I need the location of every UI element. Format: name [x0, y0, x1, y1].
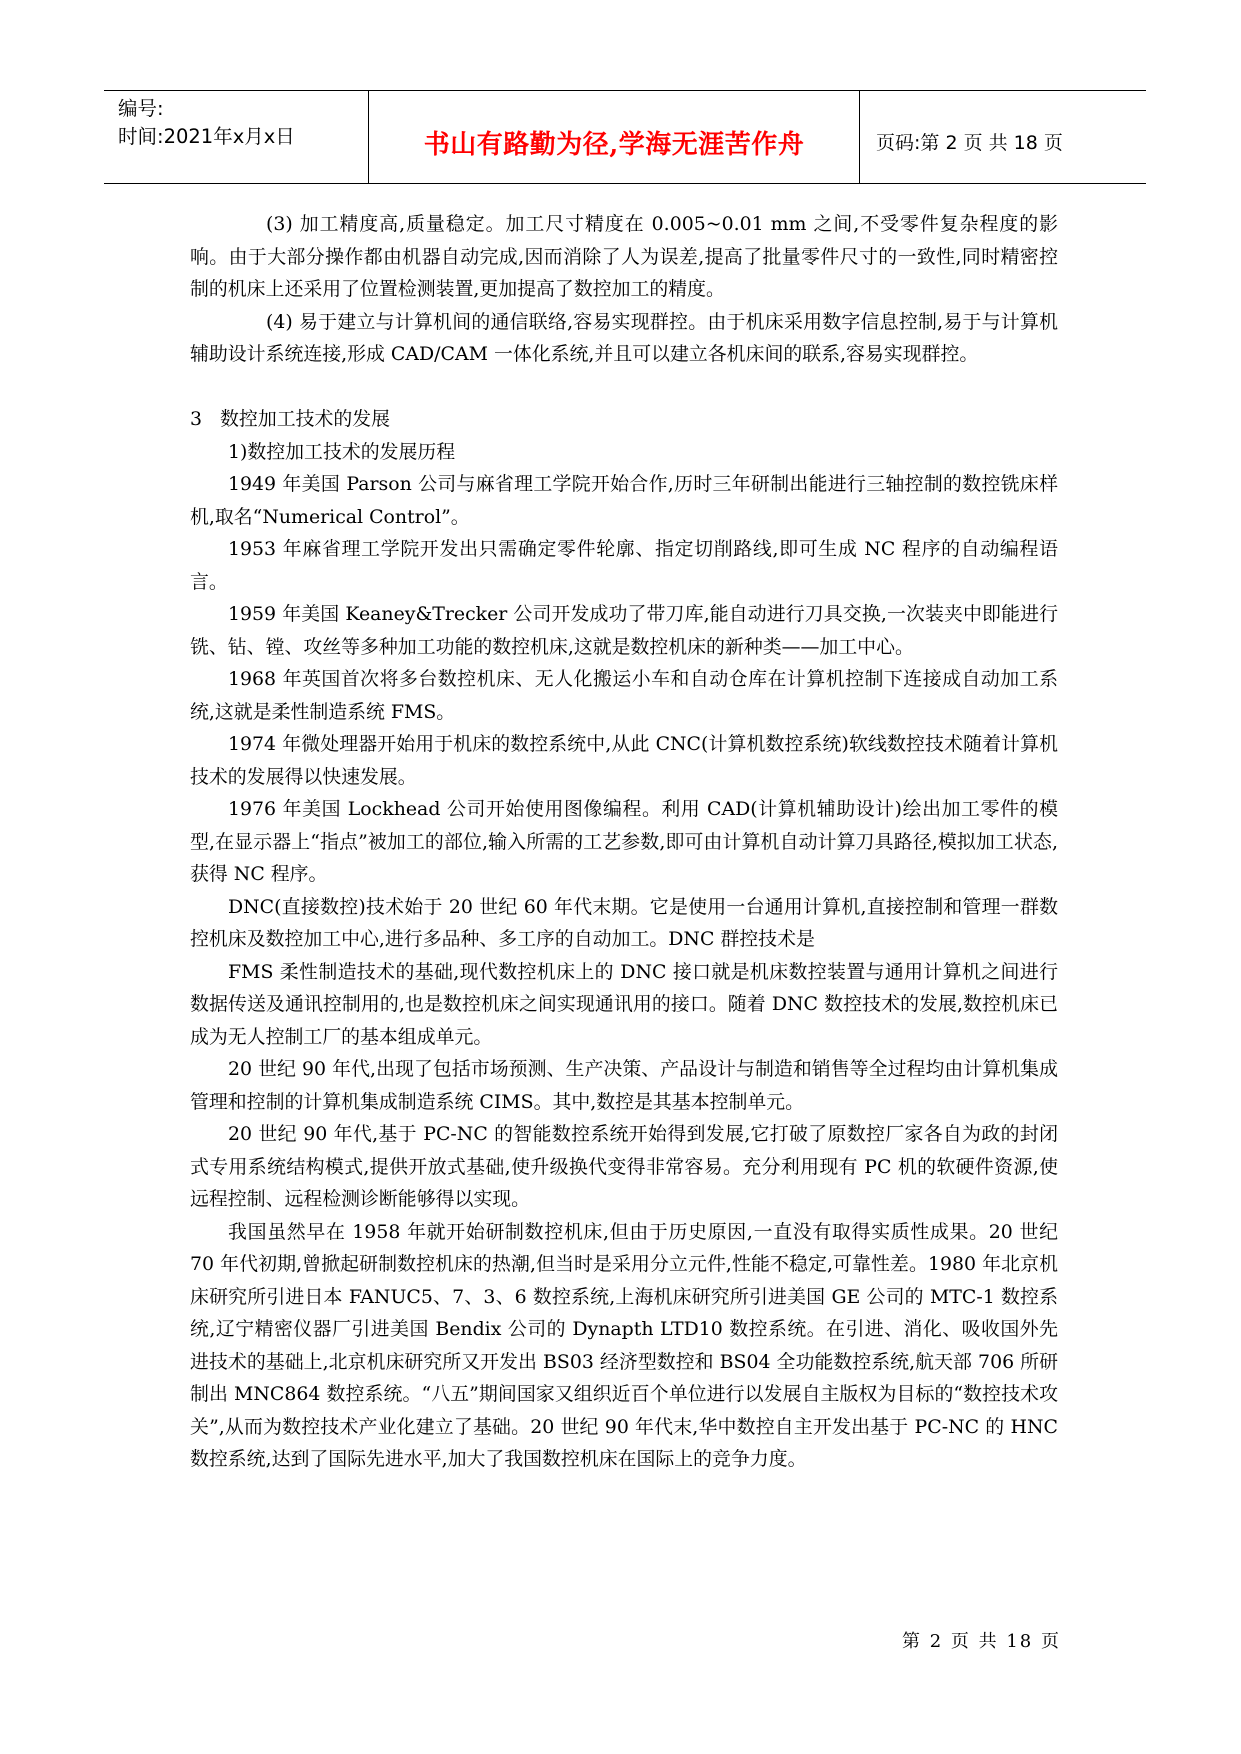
header-page-cell [860, 91, 1146, 183]
paragraph-1976: 1976 年美国 Lockhead 公司开始使用图像编程。利用 CAD(计算机辅助设计)绘出加工零件的模型,在显示器上“指点”被加工的部位,输入所需的工艺参数,即可由计算机自动计算刀具路径,模拟加工状态,获得 NC 程序。 [190, 798, 1058, 885]
header-motto-cell [369, 91, 860, 183]
paragraph-1949: 1949 年美国 Parson 公司与麻省理工学院开始合作,历时三年研制出能进行三轴控制的数控铣床样机,取名“Numerical Control”。 [190, 473, 1058, 528]
subsection-title: 1)数控加工技术的发展历程 [228, 440, 456, 463]
paragraph-china-history: 我国虽然早在 1958 年就开始研制数控机床,但由于历史原因,一直没有取得实质性成果。20 世纪 70 年代初期,曾掀起研制数控机床的热潮,但当时是采用分立元件,性能不稳定,可靠性差。1980 年北京机床研究所引进日本 FANUC5、7、3、6 数控系统,上海机床研究所引进美国 GE 公司的 MTC-1 数控系统,辽宁精密仪器厂引进美国 Bendix 公司的 Dynapth LTD10 数控系统。在引进、消化、吸收国外先进技术的基础上,北京机床研究所又开发出 BS03 经济型数控和 BS04 全功能数控系统,航天部 706 所研制出 MNC864 数控系统。“八五”期间国家又组织近百个单位进行以发展自主版权为目标的“数控技术攻关”,从而为数控技术产业化建立了基础。20 世纪 90 年代末,华中数控自主开发出基于 PC-NC 的 HNC 数控系统,达到了国际先进水平,加大了我国数控机床在国际上的竞争力度。 [190, 1220, 1058, 1470]
section-title: 3 数控加工技术的发展 [190, 408, 391, 430]
paragraph-1959: 1959 年美国 Keaney&Trecker 公司开发成功了带刀库,能自动进行刀具交换,一次装夹中即能进行铣、钻、镗、攻丝等多种加工功能的数控机床,这就是数控机床的新种类——加工中心。 [190, 603, 1058, 658]
paragraph-precision: (3) 加工精度高,质量稳定。加工尺寸精度在 0.005~0.01 mm 之间,不受零件复杂程度的影响。由于大部分操作都由机器自动完成,因而消除了人为误差,提高了批量零件尺寸的一致性,同时精密控制的机床上还采用了位置检测装置,更加提高了数控加工的精度。 [190, 213, 1058, 300]
paragraph-communication: (4) 易于建立与计算机间的通信联络,容易实现群控。由于机床采用数字信息控制,易于与计算机辅助设计系统连接,形成 CAD/CAM 一体化系统,并且可以建立各机床间的联系,容易实现群控。 [190, 310, 1058, 365]
document-number-label: 编号: [118, 97, 164, 120]
paragraph-fms: FMS 柔性制造技术的基础,现代数控机床上的 DNC 接口就是机床数控装置与通用计算机之间进行数据传送及通讯控制用的,也是数控机床之间实现通讯用的接口。随着 DNC 数控技术的发展,数控机床已成为无人控制工厂的基本组成单元。 [190, 960, 1058, 1048]
paragraph-cims: 20 世纪 90 年代,出现了包括市场预测、生产决策、产品设计与制造和销售等全过程均由计算机集成管理和控制的计算机集成制造系统 CIMS。其中,数控是其基本控制单元。 [190, 1058, 1058, 1113]
page-footer-number: 第 2 页 共 18 页 [902, 1631, 1061, 1652]
header-motto: 书山有路勤为径,学海无涯苦作舟 [423, 130, 805, 160]
blank-line [190, 371, 1058, 404]
document-date-label: 时间:2021年x月x日 [118, 125, 295, 148]
header-info-cell [104, 91, 369, 183]
paragraph-dnc: DNC(直接数控)技术始于 20 世纪 60 年代末期。它是使用一台通用计算机,直接控制和管理一群数控机床及数控加工中心,进行多品种、多工序的自动加工。DNC 群控技术是 [190, 895, 1058, 950]
paragraph-1953: 1953 年麻省理工学院开发出只需确定零件轮廓、指定切削路线,即可生成 NC 程序的自动编程语言。 [190, 538, 1058, 593]
paragraph-pc-nc: 20 世纪 90 年代,基于 PC-NC 的智能数控系统开始得到发展,它打破了原数控厂家各自为政的封闭式专用系统结构模式,提供开放式基础,使升级换代变得非常容易。充分利用现有 PC 机的软硬件资源,使远程控制、远程检测诊断能够得以实现。 [190, 1123, 1058, 1210]
paragraph-1968: 1968 年英国首次将多台数控机床、无人化搬运小车和自动仓库在计算机控制下连接成自动加工系统,这就是柔性制造系统 FMS。 [190, 668, 1058, 723]
document-header [104, 90, 1146, 184]
paragraph-1974: 1974 年微处理器开始用于机床的数控系统中,从此 CNC(计算机数控系统)软线数控技术随着计算机技术的发展得以快速发展。 [190, 733, 1058, 788]
document-body [190, 208, 1058, 1476]
header-page-number: 页码:第 2 页 共 18 页 [876, 132, 1063, 154]
